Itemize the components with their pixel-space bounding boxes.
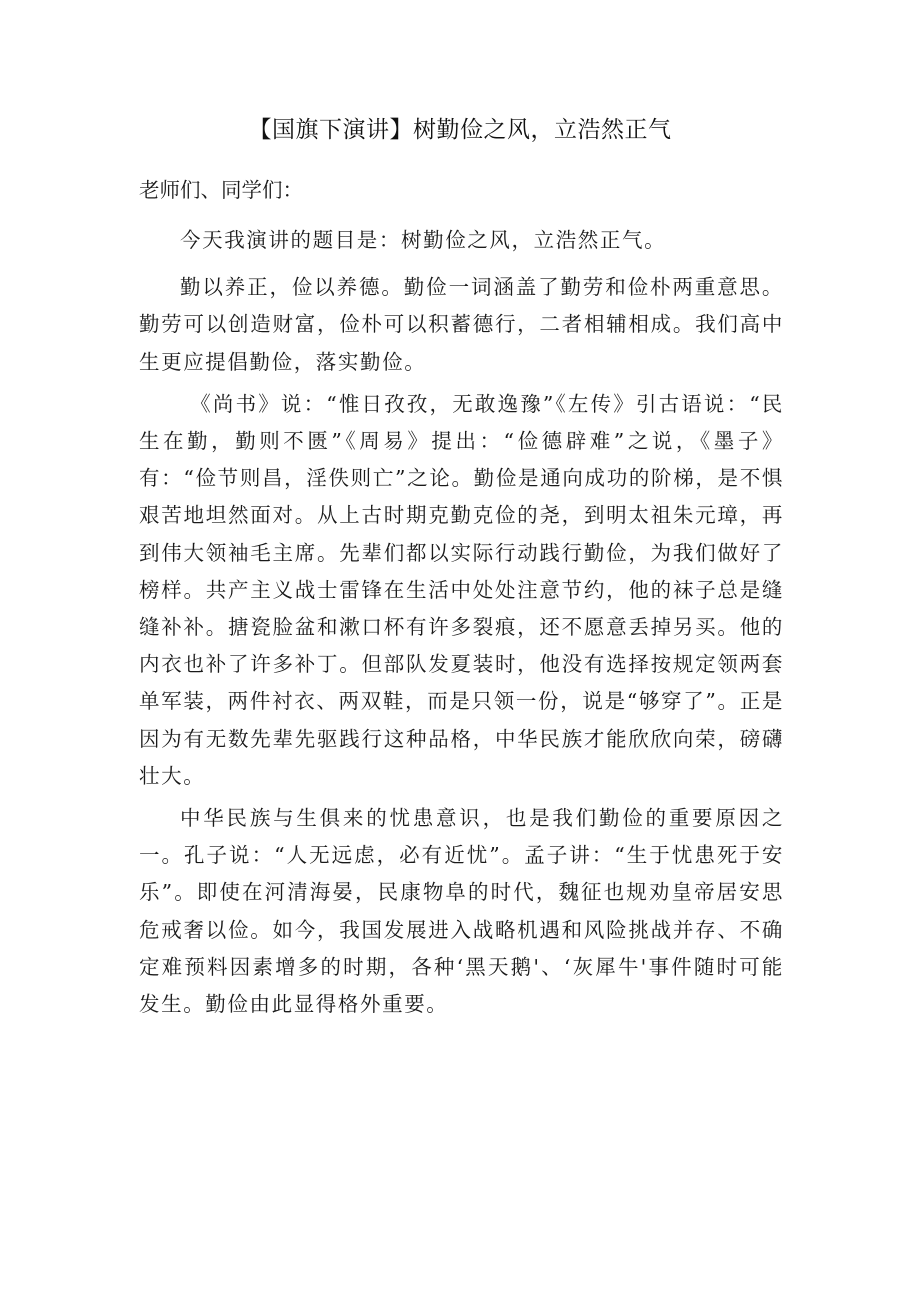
paragraph-sense-of-crisis: 中华民族与生俱来的忧患意识，也是我们勤俭的重要原因之一。孔子说：“人无远虑，必有近忧”。孟子讲：“生于忧患死于安乐”。即使在河清海晏，民康物阜的时代，魏征也规劝皇帝居安思危戒奢以俭。如今，我国发展进入战略机遇和风险挑战并存、不确定难预料因素增多的时期，各种‘黑天鹅'、‘灰犀牛'事件随时可能发生。勤俭由此显得格外重要。 — [139, 806, 784, 1017]
paragraph-diligence-thrift: 勤以养正，俭以养德。勤俭一词涵盖了勤劳和俭朴两重意思。勤劳可以创造财富，俭朴可以积蓄德行，二者相辅相成。我们高中生更应提倡勤俭，落实勤俭。 — [139, 275, 784, 374]
paragraph-topic: 今天我演讲的题目是：树勤俭之风，立浩然正气。 — [180, 228, 667, 252]
paragraph-classics-examples: 《尚书》说：“惟日孜孜，无敢逸豫”《左传》引古语说：“民生在勤，勤则不匮”《周易》提出：“俭德辟难”之说，《墨子》有：“俭节则昌，淫佚则亡”之论。勤俭是通向成功的阶梯，是不惧艰苦地坦然面对。从上古时期克勤克俭的尧，到明太祖朱元璋，再到伟大领袖毛主席。先辈们都以实际行动践行勤俭，为我们做好了榜样。共产主义战士雷锋在生活中处处注意节约，他的袜子总是缝缝补补。搪瓷脸盆和漱口杯有许多裂痕，还不愿意丢掉另买。他的内衣也补了许多补丁。但部队发夏装时，他没有选择按规定领两套单军装，两件衬衣、两双鞋，而是只领一份，说是“够穿了”。正是因为有无数先辈先驱践行这种品格，中华民族才能欣欣向荣，磅礴壮大。 — [139, 391, 784, 788]
document-title: 【国旗下演讲】树勤俭之风，立浩然正气 — [248, 117, 672, 143]
salutation: 老师们、同学们： — [139, 178, 303, 202]
document-body — [139, 170, 784, 1028]
